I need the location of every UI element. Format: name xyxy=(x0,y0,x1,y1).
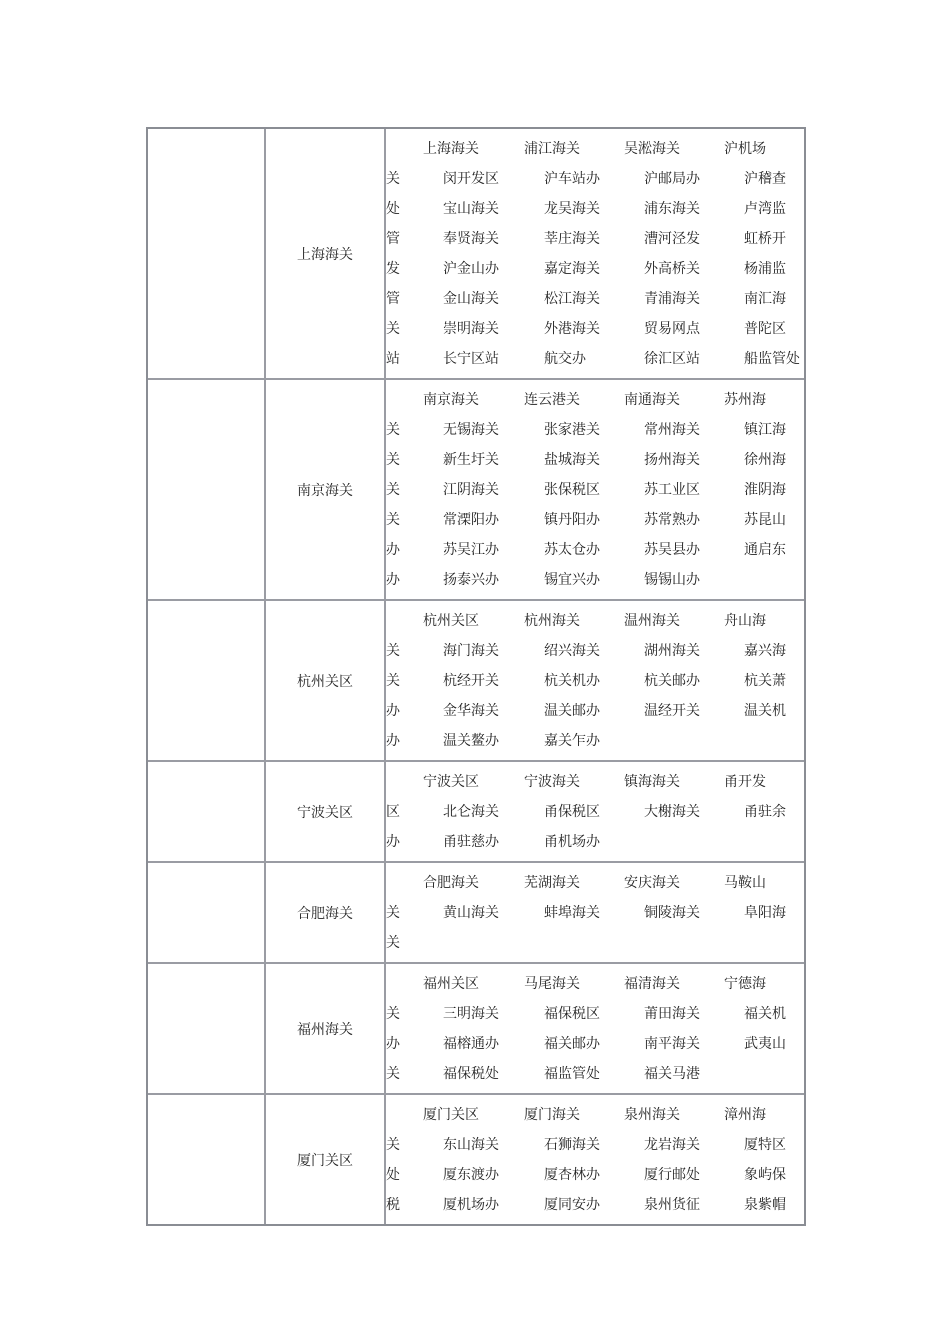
office-list xyxy=(386,964,804,1093)
wrap-char: 关 xyxy=(386,1066,400,1082)
office-list xyxy=(386,380,804,599)
office-name: 温经开关 xyxy=(644,703,700,719)
list-line xyxy=(386,999,804,1029)
office-name: 厦同安办 xyxy=(544,1197,600,1213)
office-name: 常州海关 xyxy=(644,422,700,438)
office-name: 厦门海关 xyxy=(524,1107,580,1123)
blank-cell xyxy=(148,601,266,760)
office-name: 青浦海关 xyxy=(644,291,700,307)
office-name: 大榭海关 xyxy=(644,804,700,820)
office-name: 普陀区 xyxy=(744,321,786,337)
office-name: 铜陵海关 xyxy=(644,905,700,921)
wrap-char: 办 xyxy=(386,733,400,749)
office-name: 漕河泾发 xyxy=(644,231,700,247)
table-row xyxy=(148,129,804,378)
list-line xyxy=(386,164,804,194)
office-name: 福榕通办 xyxy=(443,1036,499,1052)
office-name: 虹桥开 xyxy=(744,231,786,247)
office-name: 沪邮局办 xyxy=(644,171,700,187)
list-line xyxy=(386,565,804,595)
office-name: 福关邮办 xyxy=(544,1036,600,1052)
office-name: 镇江海 xyxy=(744,422,786,438)
list-line xyxy=(386,868,804,898)
wrap-char: 关 xyxy=(386,422,400,438)
wrap-char: 关 xyxy=(386,1137,400,1153)
customs-table xyxy=(146,127,806,1226)
wrap-char: 关 xyxy=(386,673,400,689)
office-name: 宝山海关 xyxy=(443,201,499,217)
office-name: 泉紫帽 xyxy=(744,1197,786,1213)
wrap-char: 关 xyxy=(386,1006,400,1022)
office-name: 武夷山 xyxy=(744,1036,786,1052)
office-name: 奉贤海关 xyxy=(443,231,499,247)
office-name: 连云港关 xyxy=(524,392,580,408)
office-name: 温关鳌办 xyxy=(443,733,499,749)
office-name: 福保税处 xyxy=(443,1066,499,1082)
office-name: 长宁区站 xyxy=(443,351,499,367)
office-name: 合肥海关 xyxy=(423,875,479,891)
list-line xyxy=(386,827,804,857)
wrap-char: 办 xyxy=(386,542,400,558)
office-name: 杭关机办 xyxy=(544,673,600,689)
office-name: 锡宜兴办 xyxy=(544,572,600,588)
office-name: 宁德海 xyxy=(724,976,766,992)
wrap-char: 办 xyxy=(386,1036,400,1052)
office-name: 盐城海关 xyxy=(544,452,600,468)
office-name: 厦门关区 xyxy=(423,1107,479,1123)
wrap-char: 关 xyxy=(386,482,400,498)
office-name: 沪金山办 xyxy=(443,261,499,277)
office-name: 通启东 xyxy=(744,542,786,558)
office-name: 福清海关 xyxy=(624,976,680,992)
office-name: 杨浦监 xyxy=(744,261,786,277)
office-name: 甬驻余 xyxy=(744,804,786,820)
office-name: 南汇海 xyxy=(744,291,786,307)
blank-cell xyxy=(148,863,266,962)
office-name: 温关邮办 xyxy=(544,703,600,719)
office-list xyxy=(386,1095,804,1224)
office-name: 龙岩海关 xyxy=(644,1137,700,1153)
office-name: 金山海关 xyxy=(443,291,499,307)
list-line xyxy=(386,928,804,958)
office-list xyxy=(386,129,804,378)
office-name: 镇海海关 xyxy=(624,774,680,790)
office-name: 淮阴海 xyxy=(744,482,786,498)
office-name: 嘉兴海 xyxy=(744,643,786,659)
wrap-char: 关 xyxy=(386,935,400,951)
list-line xyxy=(386,194,804,224)
office-name: 松江海关 xyxy=(544,291,600,307)
office-name: 厦杏林办 xyxy=(544,1167,600,1183)
office-name: 杭关萧 xyxy=(744,673,786,689)
list-line xyxy=(386,224,804,254)
office-name: 温州海关 xyxy=(624,613,680,629)
list-line xyxy=(386,134,804,164)
office-name: 闵开发区 xyxy=(443,171,499,187)
office-name: 杭关邮办 xyxy=(644,673,700,689)
office-name: 杭州海关 xyxy=(524,613,580,629)
list-line xyxy=(386,535,804,565)
office-name: 厦行邮处 xyxy=(644,1167,700,1183)
office-name: 沪机场 xyxy=(724,141,766,157)
table-row xyxy=(148,760,804,861)
blank-cell xyxy=(148,129,266,378)
office-name: 浦江海关 xyxy=(524,141,580,157)
wrap-char: 办 xyxy=(386,572,400,588)
office-name: 福关马港 xyxy=(644,1066,700,1082)
table-row xyxy=(148,861,804,962)
office-name: 舟山海 xyxy=(724,613,766,629)
office-name: 苏州海 xyxy=(724,392,766,408)
office-name: 吴淞海关 xyxy=(624,141,680,157)
blank-cell xyxy=(148,762,266,861)
wrap-char: 站 xyxy=(386,351,400,367)
office-name: 苏吴江办 xyxy=(443,542,499,558)
wrap-char: 税 xyxy=(386,1197,400,1213)
office-name: 金华海关 xyxy=(443,703,499,719)
list-line xyxy=(386,284,804,314)
list-line xyxy=(386,1160,804,1190)
office-name: 杭经开关 xyxy=(443,673,499,689)
region-name: 杭州关区 xyxy=(266,601,386,760)
office-name: 象屿保 xyxy=(744,1167,786,1183)
office-list xyxy=(386,863,804,962)
office-name: 厦机场办 xyxy=(443,1197,499,1213)
office-name: 南京海关 xyxy=(423,392,479,408)
list-line xyxy=(386,385,804,415)
office-name: 贸易网点 xyxy=(644,321,700,337)
office-name: 甬机场办 xyxy=(544,834,600,850)
office-name: 苏工业区 xyxy=(644,482,700,498)
office-name: 苏吴县办 xyxy=(644,542,700,558)
office-name: 张家港关 xyxy=(544,422,600,438)
office-name: 阜阳海 xyxy=(744,905,786,921)
office-name: 三明海关 xyxy=(443,1006,499,1022)
office-name: 绍兴海关 xyxy=(544,643,600,659)
office-name: 宁波关区 xyxy=(423,774,479,790)
wrap-char: 关 xyxy=(386,905,400,921)
office-name: 莘庄海关 xyxy=(544,231,600,247)
office-name: 无锡海关 xyxy=(443,422,499,438)
office-name: 上海海关 xyxy=(423,141,479,157)
office-name: 厦特区 xyxy=(744,1137,786,1153)
wrap-char: 管 xyxy=(386,291,400,307)
wrap-char: 办 xyxy=(386,703,400,719)
wrap-char: 关 xyxy=(386,321,400,337)
office-name: 南平海关 xyxy=(644,1036,700,1052)
office-name: 镇丹阳办 xyxy=(544,512,600,528)
list-line xyxy=(386,445,804,475)
region-name: 上海海关 xyxy=(266,129,386,378)
table-row xyxy=(148,599,804,760)
office-name: 福监管处 xyxy=(544,1066,600,1082)
office-name: 马鞍山 xyxy=(724,875,766,891)
blank-cell xyxy=(148,964,266,1093)
office-name: 东山海关 xyxy=(443,1137,499,1153)
list-line xyxy=(386,1029,804,1059)
list-line xyxy=(386,254,804,284)
region-name: 厦门关区 xyxy=(266,1095,386,1224)
table-row xyxy=(148,1093,804,1224)
table-row xyxy=(148,962,804,1093)
office-name: 甬驻慈办 xyxy=(443,834,499,850)
office-name: 南通海关 xyxy=(624,392,680,408)
office-name: 宁波海关 xyxy=(524,774,580,790)
office-name: 厦东渡办 xyxy=(443,1167,499,1183)
office-name: 浦东海关 xyxy=(644,201,700,217)
office-name: 安庆海关 xyxy=(624,875,680,891)
office-name: 漳州海 xyxy=(724,1107,766,1123)
region-name: 南京海关 xyxy=(266,380,386,599)
list-line xyxy=(386,606,804,636)
wrap-char: 处 xyxy=(386,1167,400,1183)
office-name: 湖州海关 xyxy=(644,643,700,659)
list-line xyxy=(386,1190,804,1220)
office-name: 嘉定海关 xyxy=(544,261,600,277)
office-name: 北仑海关 xyxy=(443,804,499,820)
office-name: 徐汇区站 xyxy=(644,351,700,367)
office-name: 外港海关 xyxy=(544,321,600,337)
wrap-char: 关 xyxy=(386,171,400,187)
list-line xyxy=(386,797,804,827)
office-list xyxy=(386,601,804,760)
region-name: 宁波关区 xyxy=(266,762,386,861)
office-name: 福保税区 xyxy=(544,1006,600,1022)
list-line xyxy=(386,344,804,374)
wrap-char: 区 xyxy=(386,804,400,820)
office-name: 蚌埠海关 xyxy=(544,905,600,921)
table-row xyxy=(148,378,804,599)
office-name: 沪车站办 xyxy=(544,171,600,187)
office-name: 甬保税区 xyxy=(544,804,600,820)
office-name: 扬州海关 xyxy=(644,452,700,468)
office-name: 黄山海关 xyxy=(443,905,499,921)
wrap-char: 发 xyxy=(386,261,400,277)
office-name: 苏太仓办 xyxy=(544,542,600,558)
blank-cell xyxy=(148,1095,266,1224)
office-name: 外高桥关 xyxy=(644,261,700,277)
wrap-char: 关 xyxy=(386,643,400,659)
office-name: 崇明海关 xyxy=(443,321,499,337)
region-name: 福州海关 xyxy=(266,964,386,1093)
office-name: 福州关区 xyxy=(423,976,479,992)
list-line xyxy=(386,696,804,726)
list-line xyxy=(386,767,804,797)
list-line xyxy=(386,475,804,505)
office-name: 福关机 xyxy=(744,1006,786,1022)
list-line xyxy=(386,415,804,445)
office-name: 嘉关乍办 xyxy=(544,733,600,749)
office-name: 马尾海关 xyxy=(524,976,580,992)
office-name: 甬开发 xyxy=(724,774,766,790)
office-name: 锡锡山办 xyxy=(644,572,700,588)
office-list xyxy=(386,762,804,861)
office-name: 沪稽查 xyxy=(744,171,786,187)
office-name: 龙吴海关 xyxy=(544,201,600,217)
list-line xyxy=(386,726,804,756)
wrap-char: 办 xyxy=(386,834,400,850)
office-name: 扬泰兴办 xyxy=(443,572,499,588)
list-line xyxy=(386,1130,804,1160)
list-line xyxy=(386,1100,804,1130)
office-name: 莆田海关 xyxy=(644,1006,700,1022)
office-name: 江阴海关 xyxy=(443,482,499,498)
office-name: 苏昆山 xyxy=(744,512,786,528)
office-name: 航交办 xyxy=(544,351,586,367)
office-name: 卢湾监 xyxy=(744,201,786,217)
blank-cell xyxy=(148,380,266,599)
list-line xyxy=(386,1059,804,1089)
office-name: 芜湖海关 xyxy=(524,875,580,891)
list-line xyxy=(386,636,804,666)
office-name: 泉州海关 xyxy=(624,1107,680,1123)
list-line xyxy=(386,314,804,344)
wrap-char: 处 xyxy=(386,201,400,217)
office-name: 石狮海关 xyxy=(544,1137,600,1153)
wrap-char: 关 xyxy=(386,452,400,468)
office-name: 泉州货征 xyxy=(644,1197,700,1213)
office-name: 杭州关区 xyxy=(423,613,479,629)
list-line xyxy=(386,505,804,535)
list-line xyxy=(386,666,804,696)
office-name: 新生圩关 xyxy=(443,452,499,468)
office-name: 海门海关 xyxy=(443,643,499,659)
wrap-char: 管 xyxy=(386,231,400,247)
wrap-char: 关 xyxy=(386,512,400,528)
office-name: 苏常熟办 xyxy=(644,512,700,528)
list-line xyxy=(386,969,804,999)
office-name: 常溧阳办 xyxy=(443,512,499,528)
region-name: 合肥海关 xyxy=(266,863,386,962)
office-name: 徐州海 xyxy=(744,452,786,468)
office-name: 温关机 xyxy=(744,703,786,719)
office-name: 张保税区 xyxy=(544,482,600,498)
office-name: 船监管处 xyxy=(744,351,800,367)
list-line xyxy=(386,898,804,928)
